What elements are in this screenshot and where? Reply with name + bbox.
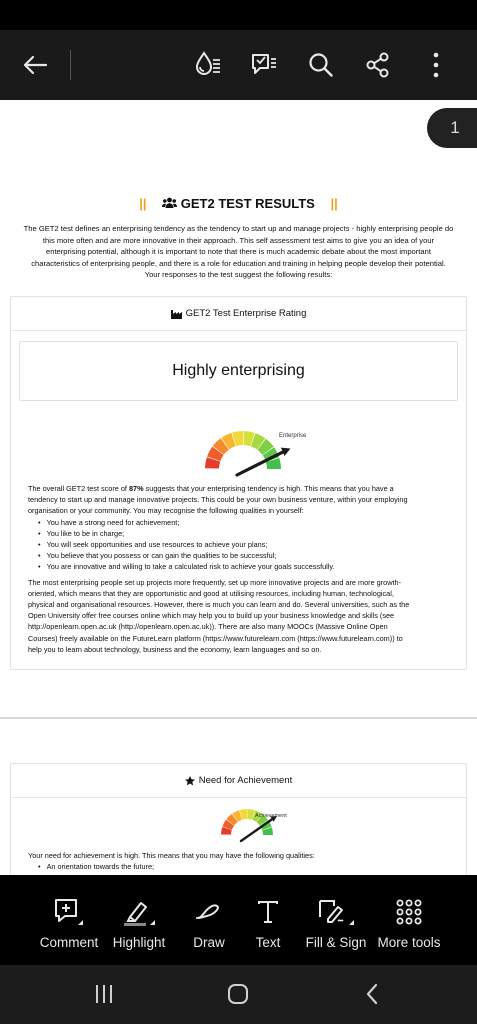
gauge-arc — [205, 431, 281, 469]
enterprise-rating-card — [10, 296, 467, 670]
closing-line: help you to learn about technology, business and the economy, learn languages and so on. — [28, 644, 322, 654]
closing-line: http://openlearn.open.ac.uk (http://openlearn.open.ac.uk)). There are also many MOOCs (Massive Online Open — [28, 622, 388, 632]
status-bar — [0, 0, 477, 30]
search-icon[interactable] — [303, 47, 339, 83]
tool-label: Text — [255, 935, 281, 950]
title-accent-left: || — [139, 196, 147, 211]
intro-line: The GET2 test defines an enterprising tendency as the tendency to start up and manage projects - highly enterprising people do — [23, 224, 454, 233]
system-nav-bar — [0, 965, 477, 1024]
tool-fill-sign[interactable] — [300, 875, 372, 965]
users-icon — [162, 197, 177, 209]
tool-label: More tools — [377, 935, 441, 950]
closing-line: physical and organisational resources. However, there is much you can learn and do. Several universities, such as the — [28, 600, 410, 610]
tool-text[interactable] — [248, 875, 288, 965]
score-line: organisation or your community. You may recognise the following qualities in yourself: — [28, 506, 304, 516]
intro-line: Your responses to the test suggest the following results: — [144, 270, 333, 280]
draw-icon — [194, 897, 224, 927]
score-value: 87% — [128, 484, 144, 493]
title-text: GET2 TEST RESULTS — [180, 196, 315, 211]
bottom-toolbar — [0, 875, 477, 965]
tool-draw[interactable] — [186, 875, 232, 965]
title-accent-right: || — [330, 196, 338, 211]
achievement-gauge — [211, 809, 301, 843]
enterprise-gauge — [195, 431, 315, 479]
tool-label: Fill & Sign — [305, 935, 367, 950]
card-heading-text: Need for Achievement — [198, 775, 293, 786]
rating-result-box — [19, 341, 458, 401]
tool-comment[interactable] — [38, 875, 100, 965]
page-title — [0, 196, 477, 211]
closing-line: Open University offer free courses online which may help you to build up your business knowledge and skills (see — [28, 611, 395, 621]
achievement-card — [10, 763, 467, 875]
intro-paragraph — [8, 223, 469, 281]
back-arrow-icon[interactable] — [17, 47, 53, 83]
viewer-toolbar — [0, 30, 477, 100]
qualities-list — [38, 861, 455, 872]
factory-icon — [171, 309, 182, 319]
achievement-line: Your need for achievement is high. This means that you may have the following qualities: — [28, 851, 315, 860]
intro-line: this more often and are more innovative in their approach. This self assessment test aims to give you an idea of your — [42, 235, 435, 245]
closing-line: The most enterprising people set up projects more frequently, set up more innovative projects and are more growth- — [28, 577, 402, 587]
achievement-paragraph — [28, 850, 455, 872]
comments-icon[interactable] — [246, 47, 282, 83]
document-page — [0, 100, 477, 717]
tool-label: Comment — [39, 935, 99, 950]
star-icon — [185, 776, 195, 786]
toolbar-divider — [70, 50, 71, 80]
card-heading-text: GET2 Test Enterprise Rating — [185, 308, 307, 319]
tool-highlight[interactable] — [110, 875, 168, 965]
home-icon[interactable] — [218, 979, 258, 1009]
card-heading — [11, 297, 466, 331]
document-viewport[interactable] — [0, 100, 477, 875]
list-item: • You will seek opportunities and use resources to achieve your plans; — [38, 539, 455, 550]
list-item: • You are innovative and willing to take a calculated risk to achieve your goals successfully. — [38, 561, 455, 572]
qualities-list — [38, 517, 455, 573]
page-number-badge[interactable]: 1 — [427, 108, 477, 148]
score-line: The overall GET2 test score of 87% suggests that your enterprising tendency is high. This means that you have a — [28, 484, 394, 493]
closing-line: oriented, which means that they are opportunistic and good at utilising resources, including human, technological, — [28, 588, 394, 598]
intro-line: enterprising potential, although it is important to note that there is much academic debate about the most important — [46, 247, 431, 257]
list-item: • You have a strong need for achievement; — [38, 517, 455, 528]
list-item: • You believe that you possess or can gain the qualities to be successful; — [38, 550, 455, 561]
gauge-label: Enterprise — [279, 433, 307, 439]
recent-apps-icon[interactable] — [84, 979, 124, 1009]
list-item: • An orientation towards the future; — [38, 861, 455, 872]
text-icon — [257, 897, 279, 927]
more-vertical-icon[interactable] — [418, 47, 454, 83]
tool-label: Highlight — [112, 935, 166, 950]
closing-line: Courses) freely available on the FutureLearn platform (https://www.futurelearn.com (https://www.futurelearn.com)) to — [28, 633, 403, 643]
back-icon[interactable] — [352, 979, 392, 1009]
highlight-icon — [122, 897, 156, 927]
gauge-label: Achievement — [255, 813, 287, 819]
comment-icon — [53, 897, 85, 927]
tool-more-tools[interactable] — [374, 875, 444, 965]
document-page — [0, 719, 477, 875]
list-item: • You like to be in charge; — [38, 528, 455, 539]
tool-label: Draw — [193, 935, 225, 950]
rating-value: Highly enterprising — [172, 362, 305, 379]
share-icon[interactable] — [360, 47, 396, 83]
score-paragraph — [28, 483, 455, 655]
read-mode-icon[interactable] — [190, 47, 226, 83]
score-line: tendency to start up and manage innovative projects. This could be your own business venture, within your employing — [28, 495, 408, 505]
intro-line: characteristics of enterprising people, and there is a role for education and training in helping people develop their potential. — [31, 258, 446, 268]
card-heading — [11, 764, 466, 798]
more-tools-icon — [396, 897, 422, 927]
fill-sign-icon — [316, 897, 356, 927]
